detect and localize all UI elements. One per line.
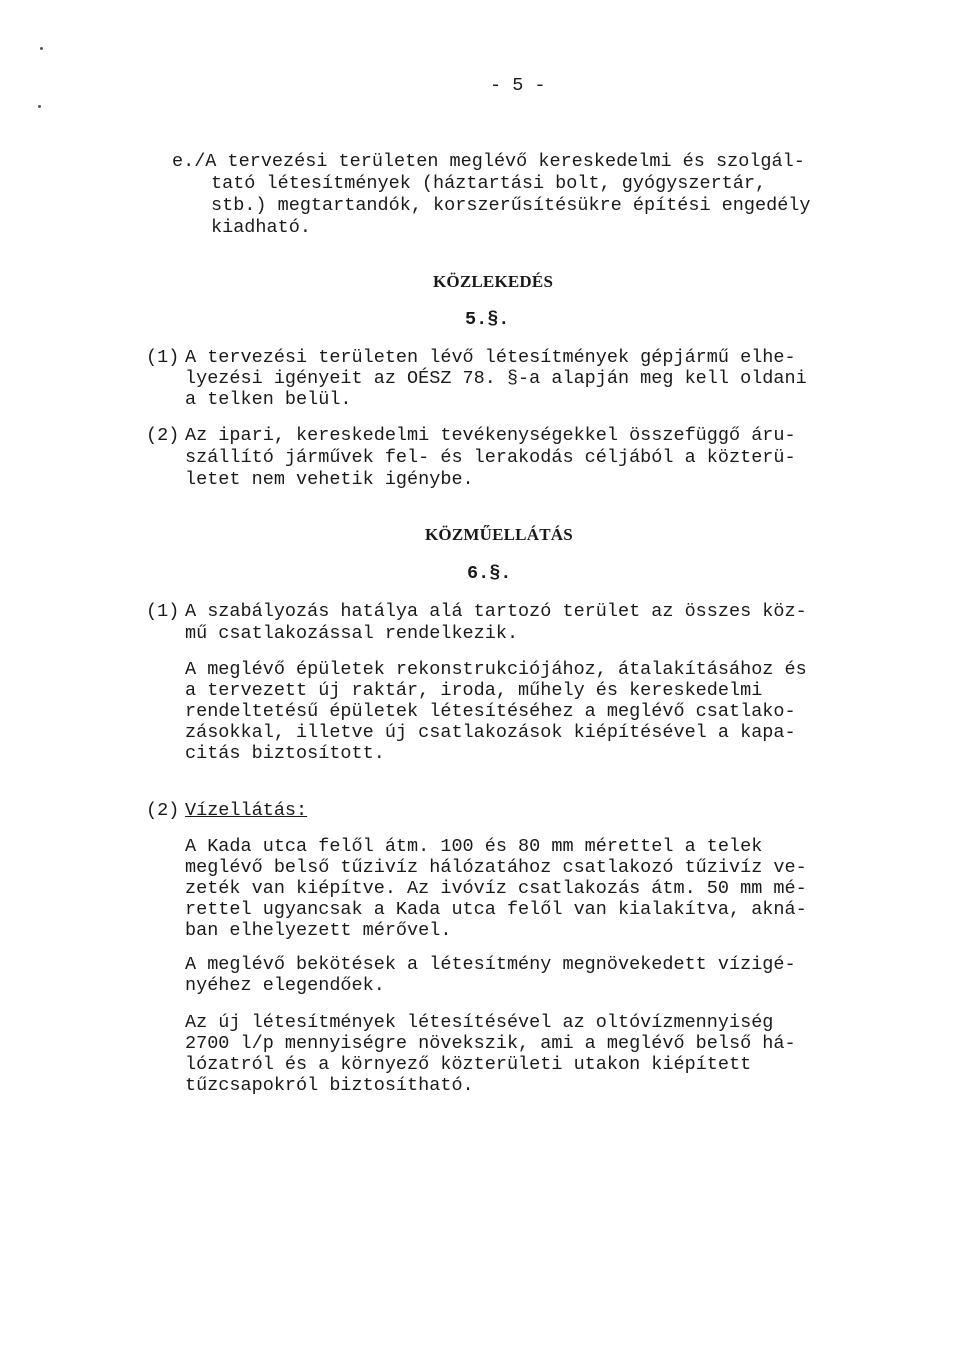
paragraph-label: (2) <box>146 800 180 821</box>
intro-line: e./A tervezési területen meglévő kereskedelmi és szolgál- <box>172 151 805 172</box>
paragraph-line: mű csatlakozással rendelkezik. <box>185 623 519 644</box>
paragraph-line: letet nem vehetik igénybe. <box>185 469 474 490</box>
paragraph-line: rendeltetésű épületek létesítéséhez a meglévő csatlako- <box>185 701 796 722</box>
section-heading: KÖZMŰELLÁTÁS <box>425 525 573 544</box>
scan-speck <box>40 47 43 50</box>
paragraph-line: tűzcsapokról biztosítható. <box>185 1075 474 1096</box>
page-number: - 5 - <box>490 75 546 96</box>
section-number: 5.§. <box>465 309 510 330</box>
paragraph-line: Az ipari, kereskedelmi tevékenységekkel összefüggő áru- <box>185 425 796 446</box>
paragraph-line: A meglévő bekötések a létesítmény megnövekedett vízigé- <box>185 954 796 975</box>
scan-speck <box>38 105 41 108</box>
intro-line: kiadható. <box>211 217 311 238</box>
paragraph-line: 2700 l/p mennyiségre növekszik, ami a meglévő belső há- <box>185 1033 796 1054</box>
section-heading: KÖZLEKEDÉS <box>433 272 554 291</box>
paragraph-line: lyezési igényeit az OÉSZ 78. §-a alapján meg kell oldani <box>185 368 807 389</box>
paragraph-line: meglévő belső tűzivíz hálózatához csatlakozó tűzivíz ve- <box>185 857 807 878</box>
intro-line: tató létesítmények (háztartási bolt, gyógyszertár, <box>211 173 767 194</box>
paragraph-line: ban elhelyezett mérővel. <box>185 920 452 941</box>
paragraph-label: (1) <box>146 347 180 368</box>
paragraph-line: Az új létesítmények létesítésével az oltóvízmennyiség <box>185 1012 774 1033</box>
paragraph-line: a telken belül. <box>185 389 352 410</box>
paragraph-label: (1) <box>146 601 180 622</box>
paragraph-line: A szabályozás hatálya alá tartozó terület az összes köz- <box>185 601 807 622</box>
paragraph-line: citás biztosított. <box>185 743 385 764</box>
paragraph-line: zeték van kiépítve. Az ivóvíz csatlakozás átm. 50 mm mé- <box>185 878 807 899</box>
paragraph-line: A meglévő épületek rekonstrukciójához, átalakításához és <box>185 659 807 680</box>
paragraph-line: a tervezett új raktár, iroda, műhely és kereskedelmi <box>185 680 763 701</box>
subsection-title: Vízellátás: <box>185 800 308 821</box>
paragraph-label: (2) <box>146 425 180 446</box>
paragraph-line: nyéhez elegendőek. <box>185 975 385 996</box>
paragraph-line: A tervezési területen lévő létesítmények gépjármű elhe- <box>185 347 796 368</box>
paragraph-line: A Kada utca felől átm. 100 és 80 mm mérettel a telek <box>185 836 763 857</box>
paragraph-line: szállító járművek fel- és lerakodás céljából a közterü- <box>185 447 796 468</box>
paragraph-line: lózatról és a környező közterületi utakon kiépített <box>185 1054 752 1075</box>
section-number: 6.§. <box>467 563 512 584</box>
paragraph-line: zásokkal, illetve új csatlakozások kiépítésével a kapa- <box>185 722 796 743</box>
paragraph-line: rettel ugyancsak a Kada utca felől van kialakítva, akná- <box>185 899 807 920</box>
intro-line: stb.) megtartandók, korszerűsítésükre építési engedély <box>211 195 811 216</box>
